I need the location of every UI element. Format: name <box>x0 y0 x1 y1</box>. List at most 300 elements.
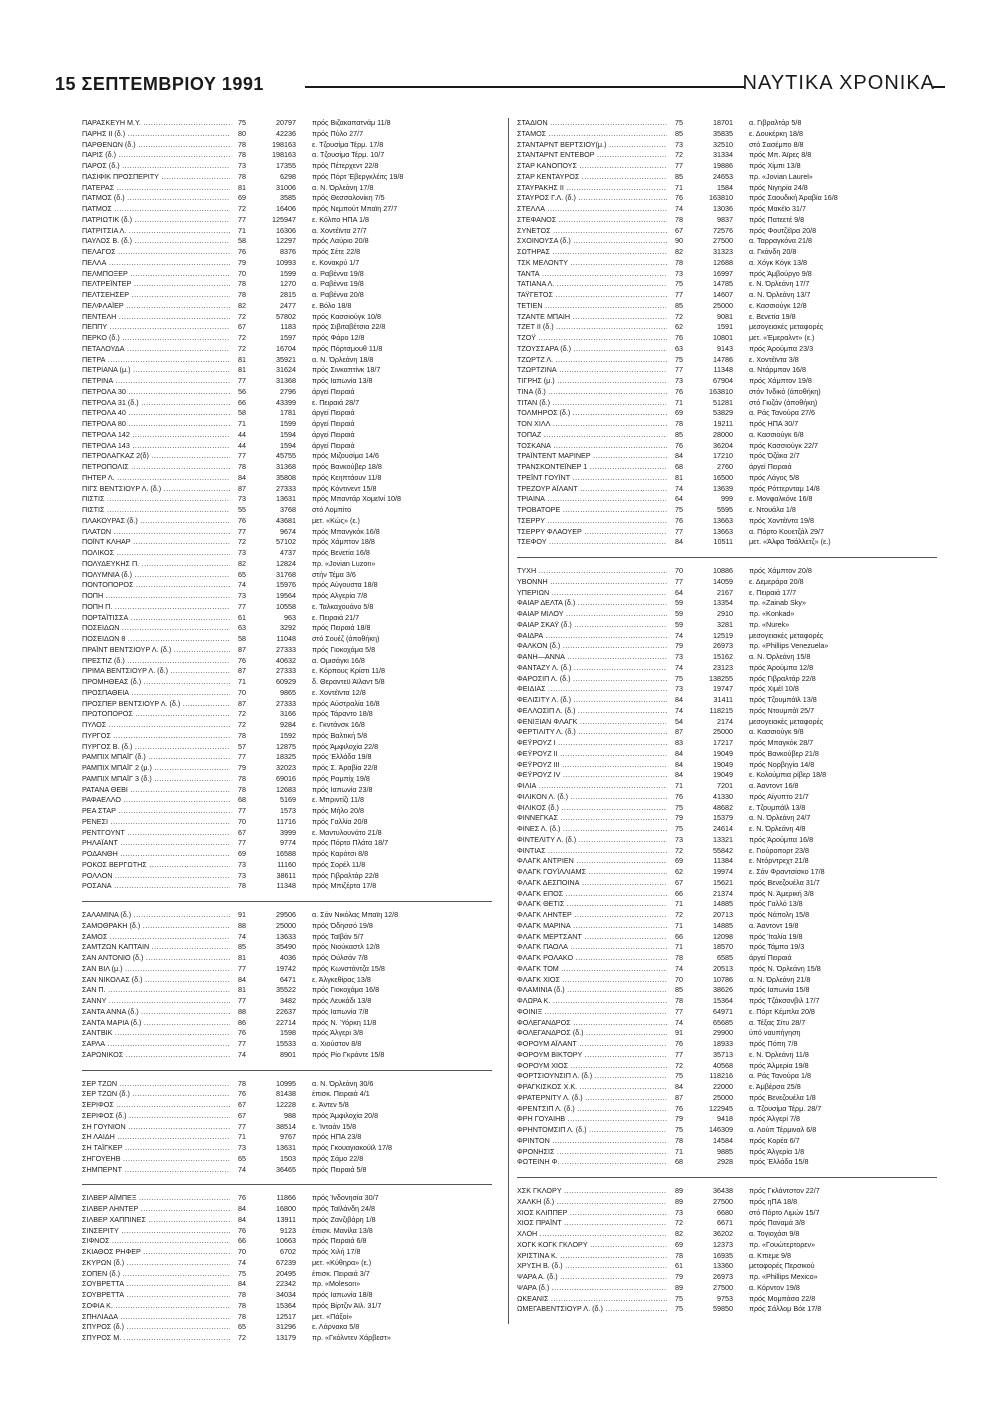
destination: ε. Βενετία 19/8 <box>749 311 796 321</box>
tonnage: 22714 <box>276 1017 296 1027</box>
tonnage: 11348 <box>713 365 733 375</box>
build-year: 77 <box>675 576 683 586</box>
build-year: 85 <box>675 300 683 310</box>
tonnage: 13354 <box>713 598 733 608</box>
build-year: 75 <box>675 1071 683 1081</box>
ship-group <box>82 1184 492 1344</box>
ship-name: ΤΡΑΝΣΚΟΝΤΕΪΝΕΡ 1 ..... <box>517 462 667 473</box>
build-year: 62 <box>675 867 683 876</box>
destination: πρός Σέτε 22/8 <box>312 247 361 256</box>
ship-name: ΡΕΝΤΓΟΥΝΤ ..... <box>82 828 230 839</box>
tonnage: 12373 <box>713 1239 733 1249</box>
ship-name: ΠΕΛΛΑ ..... <box>82 258 230 269</box>
ship-row <box>82 1312 492 1323</box>
tonnage: 59850 <box>713 1304 733 1314</box>
tonnage: 6680 <box>717 1207 733 1217</box>
build-year: 57 <box>238 741 246 751</box>
ship-row <box>517 301 937 312</box>
ship-name: ΤΣΕΡΡΥ ..... <box>517 516 667 527</box>
build-year: 89 <box>675 1186 683 1195</box>
tonnage: 36204 <box>713 440 733 450</box>
build-year: 69 <box>238 193 246 203</box>
ship-row <box>82 462 492 473</box>
ship-name: ΧΡΙΣΤΙΝΑ Κ. ..... <box>517 1251 667 1262</box>
destination: έπισκ. Μανίλα 13/8 <box>312 1225 373 1235</box>
destination: πρός Αύστραλία 16/8 <box>312 698 380 708</box>
ship-row <box>82 1165 492 1176</box>
destination: στό Λομπίτο <box>312 505 352 514</box>
tonnage: 14607 <box>713 290 733 299</box>
tonnage: 122945 <box>709 1103 733 1113</box>
ship-row <box>517 140 937 151</box>
destination: πρός Βαλτική 5/8 <box>312 730 368 740</box>
ship-name: ΦΑΙΔΡΑ ..... <box>517 631 667 642</box>
destination: πρ. «Nurek» <box>749 619 790 629</box>
build-year: 87 <box>238 698 246 708</box>
ship-row <box>517 1028 937 1039</box>
build-year: 78 <box>238 139 246 149</box>
ship-name: ΣΑΝΤΑ ΜΑΡΙΑ (δ.) ..... <box>82 1018 230 1029</box>
tonnage: 2928 <box>717 1157 733 1167</box>
destination: πρ. «Jovian Laurel» <box>749 171 813 181</box>
ship-name: ΣΤΑΡ ΚΕΝΤΑΥΡΟΣ ..... <box>517 172 667 183</box>
tonnage: 12688 <box>713 257 733 267</box>
ship-name: ΧΙΟΣ ΠΡΑΪΝΤ ..... <box>517 1218 667 1229</box>
ship-row <box>82 441 492 452</box>
ship-name: ΠΑΥΛΟΣ Β. (δ.) ..... <box>82 236 230 247</box>
build-year: 67 <box>238 1110 246 1120</box>
destination: πρός Πειραιά 6/8 <box>312 1236 367 1246</box>
ship-name: ΠΑΡΗΣ ΙΙ (δ.) ..... <box>82 129 230 140</box>
tonnage: 3292 <box>280 623 296 633</box>
build-year: 85 <box>675 171 683 181</box>
tonnage: 22000 <box>713 1082 733 1091</box>
build-year: 77 <box>238 996 246 1005</box>
ship-row <box>82 527 492 538</box>
ship-row <box>82 1322 492 1333</box>
destination: α. Γκάνδη 20/8 <box>749 247 797 256</box>
tonnage: 19049 <box>713 748 733 758</box>
destination: ε. Κασσιούγκ 12/8 <box>749 300 807 310</box>
destination: πρός Ζανζιβάρη 1/8 <box>312 1214 376 1224</box>
tonnage: 9418 <box>717 1114 733 1124</box>
ship-row <box>517 333 937 344</box>
destination: ε. Άντεν 5/8 <box>312 1100 349 1109</box>
ship-name: ΣΑΜΤΖΩΝ ΚΑΠΤΑΙΝ ..... <box>82 942 230 953</box>
build-year: 72 <box>238 204 246 213</box>
tonnage: 35808 <box>276 472 296 482</box>
tonnage: 18701 <box>713 118 733 127</box>
ship-name: ΦΙΝΤΙΑΣ ..... <box>517 846 667 857</box>
destination: πρός ΗΠΑ 30/7 <box>749 419 799 428</box>
tonnage: 35713 <box>713 1049 733 1059</box>
destination: πρός Γαλλό 13/8 <box>749 899 803 909</box>
build-year: 89 <box>675 1282 683 1292</box>
tonnage: 6702 <box>280 1247 296 1256</box>
ship-name: ΦΟΛΕΓΑΝΔΡΟΣ ..... <box>517 1018 667 1029</box>
destination: πρός Σάμο 22/8 <box>312 1153 364 1163</box>
build-year: 78 <box>675 257 683 267</box>
tonnage: 118215 <box>709 705 733 715</box>
ship-name: ΤΟΛΜΗΡΟΣ (δ.) ..... <box>517 408 667 419</box>
ship-name: ΠΕΛΜΠΟΞΕΡ ..... <box>82 269 230 280</box>
build-year: 72 <box>238 333 246 342</box>
ship-name: ΤΣΕΡΡΥ ΦΛΑΟΥΕΡ ..... <box>517 527 667 538</box>
build-year: 71 <box>238 419 246 428</box>
ship-row <box>82 1247 492 1258</box>
build-year: 74 <box>675 204 683 213</box>
destination: πρός Σιβιταβέτσια 22/8 <box>312 322 386 332</box>
build-year: 73 <box>675 834 683 844</box>
ship-row <box>82 860 492 871</box>
ship-name: ΠΟΠΗ ..... <box>82 591 230 602</box>
ship-row <box>517 193 937 204</box>
ship-name: ΠΕΤΡΟΛΑΓΚΑΖ 2(δ) ..... <box>82 451 230 462</box>
ship-name: ΠΕΤΡΟΛΑ 142 ..... <box>82 430 230 441</box>
ship-row <box>82 645 492 656</box>
tonnage: 198163 <box>272 139 296 149</box>
build-year: 71 <box>238 1132 246 1142</box>
tonnage: 18933 <box>713 1039 733 1048</box>
tonnage: 38514 <box>276 1121 296 1131</box>
ship-row <box>82 1154 492 1165</box>
ship-name: ΣΕΡΙΦΟΣ ..... <box>82 1100 230 1111</box>
tonnage: 31323 <box>713 247 733 256</box>
ship-name: ΣΙΛΒΕΡ ΛΗΝΤΕΡ ..... <box>82 1204 230 1215</box>
ship-name: ΦΛΑΓΚ ΜΕΡΤΣΑΝΤ ..... <box>517 932 667 943</box>
build-year: 73 <box>238 859 246 869</box>
tonnage: 13663 <box>713 526 733 536</box>
tonnage: 19049 <box>713 759 733 769</box>
ship-group <box>517 1177 937 1315</box>
ship-row <box>517 408 937 419</box>
build-year: 70 <box>238 1247 246 1256</box>
destination: πρός Πόρτσμουθ 11/8 <box>312 343 383 353</box>
build-year: 63 <box>675 343 683 353</box>
ship-name: ΦΙΛΙΑ ..... <box>517 781 667 792</box>
ship-row <box>517 269 937 280</box>
build-year: 59 <box>675 609 683 618</box>
ship-row <box>517 706 937 717</box>
destination: μετ. «Έμεραλντ» (ε.) <box>749 333 815 342</box>
ship-name: ΤΟΝ ΧΙΛΛ ..... <box>517 419 667 430</box>
destination: α. Ν. Όρλεάνη 15/8 <box>749 652 811 661</box>
build-year: 73 <box>675 139 683 149</box>
ship-row <box>82 996 492 1007</box>
destination: πρ. «Moleson» <box>312 1279 361 1289</box>
destination: ε. Λάρνακα 5/8 <box>312 1322 360 1332</box>
tonnage: 2815 <box>280 290 296 299</box>
tonnage: 1592 <box>280 730 296 740</box>
destination: πρός Άλγερία 1/8 <box>749 1146 805 1156</box>
destination: πρός Γιβραλτάρ 22/8 <box>312 870 379 880</box>
destination: ε. Ταλκαχουάνο 5/8 <box>312 601 374 611</box>
build-year: 76 <box>238 1089 246 1099</box>
build-year: 73 <box>238 161 246 170</box>
ship-row <box>517 1114 937 1125</box>
build-year: 85 <box>675 985 683 995</box>
destination: πρός Τάραντο 18/8 <box>312 709 373 719</box>
destination: πρός Σινκαπτίνκ 18/7 <box>312 365 381 375</box>
tonnage: 14885 <box>713 899 733 909</box>
ship-name: ΧΙΟΣ ΚΛΙΠΠΕΡ ..... <box>517 1208 667 1219</box>
destination: πρός ηΠΑ 18/8 <box>749 1196 798 1206</box>
tonnage: 41330 <box>713 791 733 801</box>
build-year: 76 <box>238 247 246 256</box>
tonnage: 16406 <box>276 204 296 213</box>
destination: ε. Μονφαλκόνε 16/8 <box>749 494 813 504</box>
tonnage: 9674 <box>280 526 296 536</box>
tonnage: 3768 <box>280 505 296 514</box>
ship-row <box>517 462 937 473</box>
destination: πρός Τζουμπάϊλ 13/8 <box>749 695 817 704</box>
destination: πρός Πειραιά 5/8 <box>312 1164 367 1174</box>
build-year: 69 <box>238 849 246 858</box>
destination: ε. Κολούμπια ρίβερ 18/8 <box>749 770 827 780</box>
tonnage: 25000 <box>713 1092 733 1102</box>
tonnage: 13631 <box>276 494 296 504</box>
build-year: 84 <box>238 1279 246 1289</box>
build-year: 88 <box>238 920 246 930</box>
ship-row <box>82 881 492 892</box>
tonnage: 20797 <box>276 118 296 127</box>
ship-row <box>82 1143 492 1154</box>
ship-row <box>517 803 937 814</box>
build-year: 84 <box>675 537 683 547</box>
ship-name: ΧΡΥΣΗ Β. (δ.) ..... <box>517 1261 667 1272</box>
ship-row <box>82 129 492 140</box>
destination: πρός Λαύριο 20/8 <box>312 236 369 246</box>
build-year: 84 <box>675 770 683 780</box>
build-year: 72 <box>238 537 246 547</box>
destination: πρός Μπανγκόκ 16/8 <box>312 526 380 536</box>
build-year: 75 <box>675 1125 683 1134</box>
destination: ε. Βόλο 18/8 <box>312 300 352 310</box>
tonnage: 3585 <box>280 193 296 203</box>
ship-row <box>82 1269 492 1280</box>
tonnage: 2910 <box>717 609 733 618</box>
tonnage: 12228 <box>276 1100 296 1109</box>
build-year: 82 <box>675 247 683 256</box>
ship-row <box>517 942 937 953</box>
ship-name: ΠΕΤΡΟΛΑ 143 ..... <box>82 441 230 452</box>
ship-name: ΡΕΑ ΣΤΑΡ ..... <box>82 806 230 817</box>
tonnage: 55842 <box>713 845 733 855</box>
ship-row <box>82 795 492 806</box>
destination: α. Ραβέννα 20/8 <box>312 290 364 299</box>
ship-row <box>517 1050 937 1061</box>
destination: α. Τογιοχάσι 9/8 <box>749 1229 800 1238</box>
ship-row <box>517 566 937 577</box>
destination: πρός Έλλάδα 15/8 <box>749 1157 809 1167</box>
build-year: 78 <box>238 784 246 794</box>
destination: α. Άαντοντ 19/8 <box>749 920 799 930</box>
build-year: 65 <box>238 1153 246 1163</box>
ship-row <box>82 591 492 602</box>
destination: ε. Ντόρντρεχτ 21/8 <box>749 856 809 866</box>
ship-name: ΣΚΙΑΘΟΣ ΡΗΦΕΡ ..... <box>82 1247 230 1258</box>
tonnage: 17210 <box>713 451 733 461</box>
ship-row <box>82 290 492 301</box>
destination: πρός Ταϊβάν 5/7 <box>312 931 364 941</box>
tonnage: 10663 <box>276 1236 296 1246</box>
ship-row <box>82 408 492 419</box>
destination: πρός Κωνστάντζα 15/8 <box>312 963 385 973</box>
build-year: 78 <box>675 214 683 224</box>
build-year: 87 <box>238 666 246 676</box>
destination: πρός Γκουαγιακούϊλ 17/8 <box>312 1143 393 1152</box>
destination: πρός Γιοκοχάμα 5/8 <box>312 644 376 654</box>
ship-row <box>517 451 937 462</box>
destination: α. Πόρτο Κουετζάλ 29/7 <box>749 526 825 536</box>
build-year: 79 <box>675 813 683 823</box>
destination: στήν Τέμα 3/6 <box>312 569 356 579</box>
destination: πρός Έλλάδα 19/8 <box>312 752 372 762</box>
tonnage: 15976 <box>276 580 296 590</box>
ship-row <box>517 290 937 301</box>
ship-row <box>82 140 492 151</box>
ship-row <box>517 516 937 527</box>
ship-row <box>517 441 937 452</box>
ship-name: ΠΕΛΦΛΑΪΕΡ ..... <box>82 301 230 312</box>
tonnage: 10801 <box>713 333 733 342</box>
ship-name: ΣΗ ΓΟΥΝΙΟΝ ..... <box>82 1122 230 1133</box>
build-year: 64 <box>675 587 683 597</box>
ship-name: ΠΥΡΓΟΣ Β. (δ.) ..... <box>82 742 230 753</box>
tonnage: 10558 <box>276 601 296 611</box>
tonnage: 34034 <box>276 1290 296 1299</box>
build-year: 74 <box>238 931 246 941</box>
tonnage: 31006 <box>276 182 296 192</box>
ship-name: ΤΙΓΡΗΣ (μ.) ..... <box>517 376 667 387</box>
destination: α. Ράς Τανούρα 1/8 <box>749 1071 811 1081</box>
ship-name: ΦΕΙΔΙΑΣ ..... <box>517 684 667 695</box>
build-year: 72 <box>675 150 683 160</box>
ship-row <box>517 1304 937 1315</box>
build-year: 72 <box>238 709 246 719</box>
destination: πρ. «Phillips Venezuela» <box>749 641 829 651</box>
build-year: 78 <box>238 150 246 160</box>
ship-row <box>82 849 492 860</box>
tonnage: 11048 <box>276 634 296 643</box>
ship-row <box>82 118 492 129</box>
tonnage: 9284 <box>280 720 296 729</box>
ship-name: ΦΟΡΟΥΜ ΑΪΛΑΝΤ ..... <box>517 1039 667 1050</box>
build-year: 78 <box>238 1311 246 1321</box>
build-year: 73 <box>238 1143 246 1152</box>
ship-row <box>517 985 937 996</box>
ship-name: ΣΤΑΡ ΚΑΝΟΠΟΥΣ ..... <box>517 161 667 172</box>
ship-name: ΠΕΤΡΑ ..... <box>82 355 230 366</box>
ship-name: ΣΗΓΟΥΕΗΒ ..... <box>82 1154 230 1165</box>
build-year: 77 <box>675 365 683 375</box>
ship-name: ΦΕΫΡΟΥΖ ΙΙΙ ..... <box>517 760 667 771</box>
build-year: 85 <box>238 942 246 952</box>
ship-name: ΠΡΕΣΤΙΖ (δ.) ..... <box>82 656 230 667</box>
build-year: 66 <box>675 931 683 941</box>
build-year: 64 <box>675 494 683 504</box>
destination: πρός Αίγυπτο 21/7 <box>749 791 809 801</box>
destination: πρός Άλγερί 7/8 <box>749 1114 800 1124</box>
destination: πρός Όζάκα 2/7 <box>749 451 800 461</box>
build-year: 78 <box>238 1078 246 1088</box>
tonnage: 12824 <box>276 558 296 568</box>
destination: α. Τζουσίμα Τέρμ. 10/7 <box>312 150 385 160</box>
tonnage: 26973 <box>713 1272 733 1281</box>
ship-name: ΣΑΝΝΥ ..... <box>82 996 230 1007</box>
build-year: 69 <box>675 408 683 418</box>
tonnage: 12098 <box>713 931 733 941</box>
ship-row <box>82 613 492 624</box>
ship-name: ΦΛΑΓΚ ΘΕΤΙΣ ..... <box>517 899 667 910</box>
ship-name: ΦΕΛΛΟΣΙΠ Λ. (δ.) ..... <box>517 706 667 717</box>
destination: πρός Σορέλ 11/8 <box>312 859 366 869</box>
tonnage: 13633 <box>276 931 296 941</box>
destination: α. Κασσιούγκ 9/8 <box>749 727 804 737</box>
ship-name: ΣΑΜΟΘΡΑΚΗ (δ.) ..... <box>82 921 230 932</box>
tonnage: 16800 <box>276 1204 296 1213</box>
destination: πρός Χάμπτον 19/8 <box>749 376 812 385</box>
build-year: 66 <box>238 397 246 407</box>
build-year: 73 <box>675 376 683 385</box>
build-year: 67 <box>238 322 246 332</box>
tonnage: 67239 <box>276 1257 296 1267</box>
destination: πρός Χιμέϊ 10/8 <box>749 684 799 694</box>
ship-row <box>82 1333 492 1344</box>
ship-row <box>517 1082 937 1093</box>
ship-name: ΡΟΔΑΝΘΗ ..... <box>82 849 230 860</box>
destination: πρός Αλγερία 7/8 <box>312 591 368 600</box>
build-year: 58 <box>238 236 246 246</box>
ship-name: ΡΑΤΑΝΑ ΘΕΒΙ ..... <box>82 785 230 796</box>
build-year: 77 <box>238 806 246 815</box>
build-year: 75 <box>675 1293 683 1303</box>
ship-name: ΣΑΝ ΒΙΛ (μ.) ..... <box>82 964 230 975</box>
build-year: 78 <box>238 279 246 289</box>
ship-row <box>82 1215 492 1226</box>
destination: άργεί Πειραιά <box>312 419 355 428</box>
ship-row <box>82 1236 492 1247</box>
destination: α. Άαντοντ 16/8 <box>749 781 799 790</box>
destination: πρός Κεηπτάουν 11/8 <box>312 472 382 482</box>
destination: α. Ράς Τανούρα 27/6 <box>749 408 815 418</box>
build-year: 75 <box>675 354 683 364</box>
build-year: 84 <box>675 748 683 758</box>
ship-name: ΠΕΤΡΙΝΑ ..... <box>82 376 230 387</box>
tonnage: 5169 <box>280 795 296 805</box>
destination: πρός Πόρτο Πλάτα 18/7 <box>312 838 389 848</box>
tonnage: 12519 <box>713 630 733 640</box>
ship-row <box>82 953 492 964</box>
ship-row <box>517 1251 937 1262</box>
destination: πρός Ραμπίχ 19/8 <box>312 773 370 783</box>
build-year: 76 <box>675 193 683 203</box>
build-year: 62 <box>675 322 683 332</box>
destination: α. Ν. Όρλεάνη 30/6 <box>312 1078 374 1088</box>
destination: πρός Βενεζουέλα 1/8 <box>749 1092 816 1102</box>
destination: α. Ραβέννα 19/8 <box>312 268 364 278</box>
tonnage: 32510 <box>713 139 733 149</box>
ship-row <box>517 899 937 910</box>
build-year: 84 <box>675 695 683 704</box>
ship-name: ΣΥΝΕΤΟΣ ..... <box>517 226 667 237</box>
ship-name: ΠΑΤΡΙΩΤΙΚ (δ.) ..... <box>82 215 230 226</box>
ship-name: ΦΑΡΟΣΙΠ Λ. (δ.) ..... <box>517 674 667 685</box>
ship-name: ΠΛΑΤΩΝ ..... <box>82 527 230 538</box>
ship-row <box>82 150 492 161</box>
destination: ε. Πειραιά 17/7 <box>749 587 797 597</box>
ship-row <box>517 695 937 706</box>
